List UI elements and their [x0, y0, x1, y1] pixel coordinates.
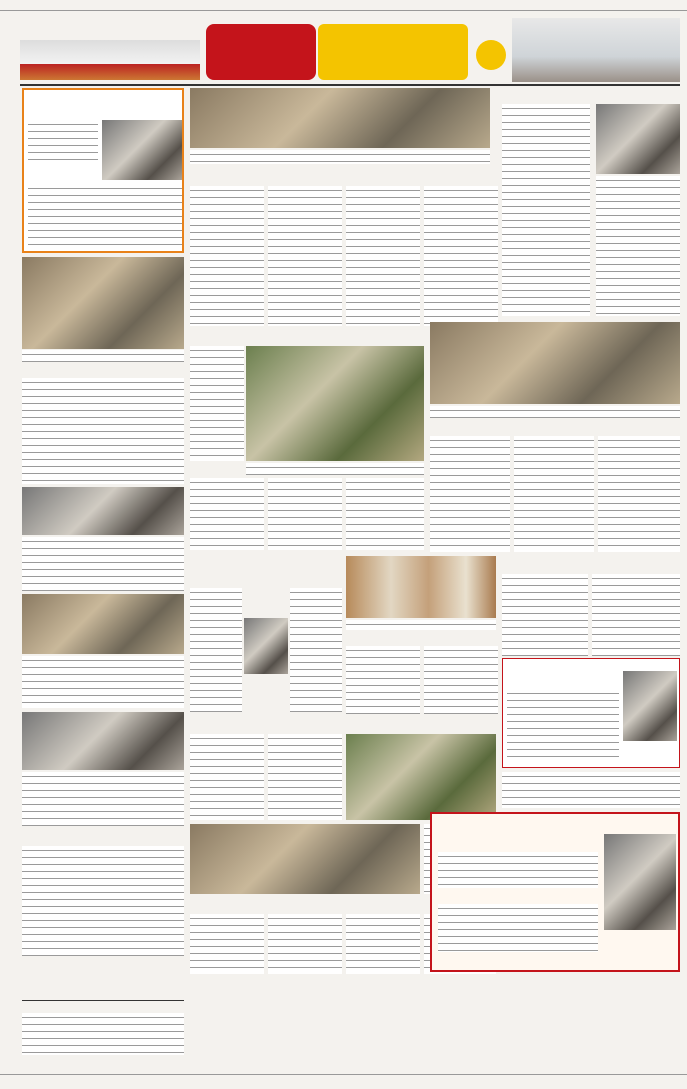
- award-caption: [22, 656, 184, 708]
- farmers-caption: [246, 463, 424, 475]
- dav-col3: [598, 436, 680, 552]
- right-top-col2: [596, 176, 680, 316]
- wrestling-caption: [22, 350, 184, 362]
- portrait-photo: [596, 104, 680, 174]
- section-title-box: [206, 24, 316, 80]
- sadak-article: [22, 846, 184, 956]
- top-rule: [0, 10, 687, 11]
- masthead-rule: [20, 84, 680, 86]
- left-gurbani-ad: [22, 88, 184, 253]
- school-photo: [346, 556, 496, 618]
- sarkar-col2: [268, 734, 342, 820]
- pavittar-col1: [190, 588, 242, 712]
- class-col2: [268, 914, 342, 974]
- baljit-kaur-photo: [244, 618, 288, 674]
- pavittar-col2: [290, 588, 342, 712]
- mid-article: [190, 346, 244, 461]
- mid-article-col1: [190, 478, 264, 550]
- right-header-graphic: [512, 18, 680, 82]
- school-col1: [346, 646, 420, 714]
- footer-imprint-text: [22, 1013, 184, 1055]
- ad-text: [28, 120, 98, 160]
- bottom-rule: [0, 1074, 687, 1075]
- main-photo-caption: [190, 150, 490, 164]
- brand-box: [318, 24, 468, 80]
- main-article-col2: [268, 186, 342, 326]
- obituary-1-photo: [623, 671, 677, 741]
- dav-col2: [514, 436, 594, 552]
- dav-col1: [430, 436, 510, 552]
- sarkar-col1: [190, 734, 264, 820]
- main-article-col3: [346, 186, 420, 326]
- obituary-1-text: [507, 689, 619, 763]
- dav-photo: [430, 322, 680, 404]
- main-article-col4: [424, 186, 498, 326]
- page-number: [476, 40, 506, 70]
- group-photo-left: [22, 712, 184, 770]
- obituary-1: [502, 658, 680, 768]
- obituary-2-text-1: [438, 852, 598, 888]
- right-top-col1: [502, 104, 590, 316]
- class-col3: [346, 914, 420, 974]
- ad-photo: [102, 120, 182, 180]
- right-small-article: [502, 772, 680, 808]
- dav-caption: [430, 406, 680, 418]
- meeting-caption: [22, 537, 184, 591]
- group-caption-left: [22, 772, 184, 826]
- lab-col1: [502, 574, 588, 656]
- lab-col2: [592, 574, 680, 656]
- farmers-photo: [246, 346, 424, 461]
- mid-article-col3: [346, 478, 424, 550]
- mandi-photo: [346, 734, 496, 820]
- school-caption: [346, 620, 496, 630]
- obituary-2-text-2: [438, 904, 598, 952]
- meeting-photo: [22, 487, 184, 535]
- school-col2: [424, 646, 498, 714]
- main-photo: [190, 88, 490, 148]
- union-photo: [190, 824, 420, 894]
- ad-body: [28, 184, 182, 248]
- footer-imprint-box: [22, 1000, 184, 1064]
- obituary-2-photo: [604, 834, 676, 930]
- wrestling-article: [22, 378, 184, 484]
- main-article-col1: [190, 186, 264, 326]
- class-col1: [190, 914, 264, 974]
- obituary-2: [430, 812, 680, 972]
- wrestling-photo: [22, 257, 184, 349]
- mid-article-col2: [268, 478, 342, 550]
- award-photo: [22, 594, 184, 654]
- left-header-graphic: [20, 40, 200, 80]
